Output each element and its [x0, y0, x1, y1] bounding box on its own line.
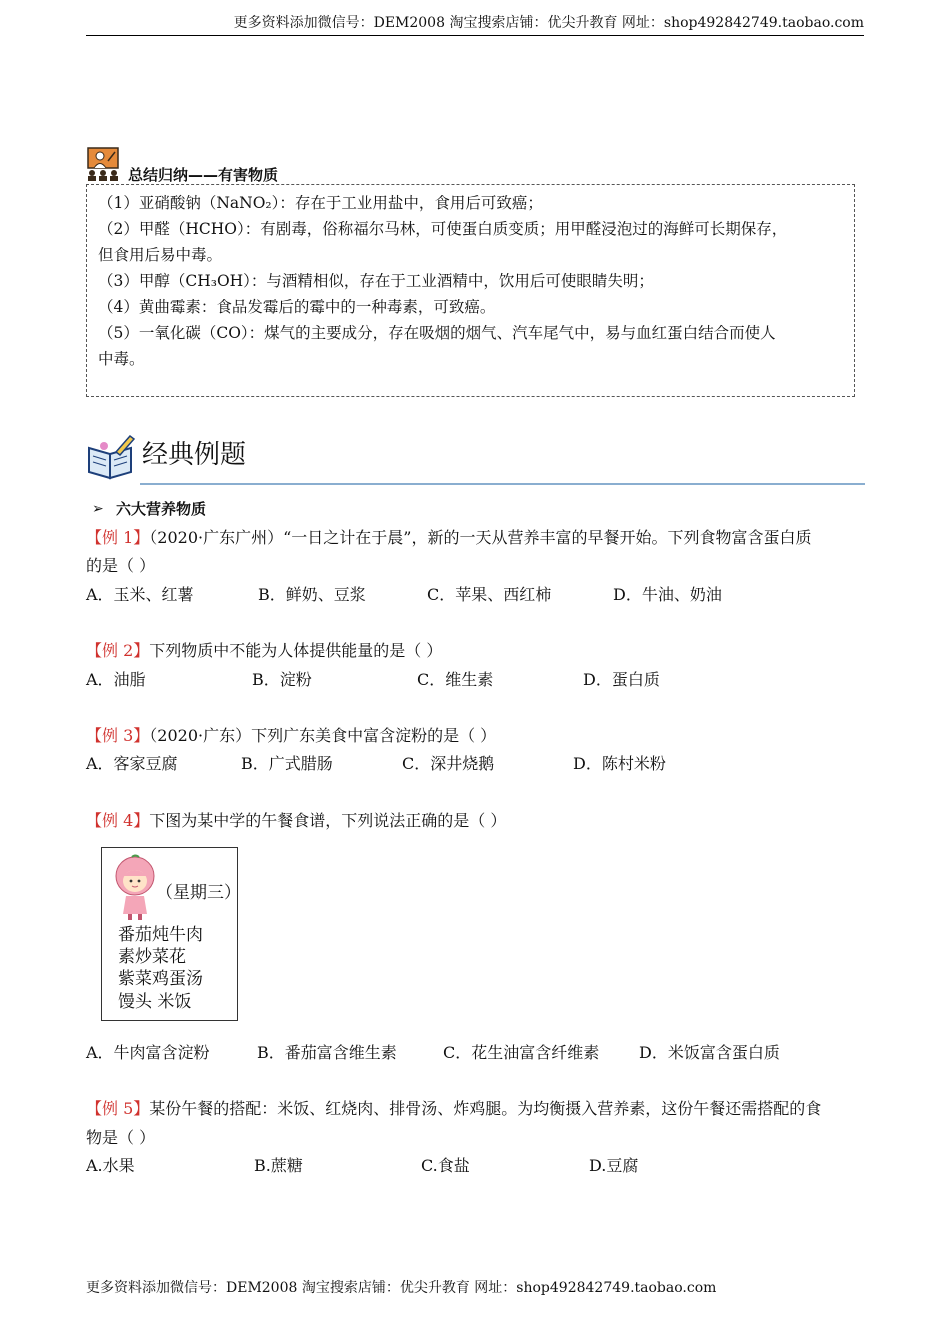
- option-d: D.豆腐: [589, 1156, 639, 1175]
- summary-line: （2）甲醛（HCHO）：有剧毒，俗称福尔马林，可使蛋白质变质；用甲醛浸泡过的海鲜可长期保存，: [98, 220, 788, 238]
- section-title: 经典例题: [142, 440, 247, 470]
- option-a: A.水果: [86, 1156, 135, 1175]
- example-1-stem-cont: 的是（ ）: [86, 556, 156, 575]
- menu-item: 馒头 米饭: [118, 992, 192, 1012]
- option-d: D．蛋白质: [583, 670, 660, 689]
- teacher-board-icon: [86, 147, 120, 181]
- option-b: B．番茄富含维生素: [257, 1043, 397, 1062]
- example-tag: 【例 1】: [86, 528, 150, 547]
- girl-mascot-icon: [112, 854, 158, 922]
- example-tag: 【例 3】: [86, 726, 150, 745]
- menu-item: 番茄炖牛肉: [118, 925, 203, 945]
- summary-line: 中毒。: [98, 350, 145, 368]
- summary-line: （5）一氧化碳（CO）：煤气的主要成分，存在吸烟的烟气、汽车尾气中，易与血红蛋白结合而使人: [98, 324, 776, 342]
- summary-title: 总结归纳——有害物质: [128, 166, 279, 184]
- option-a: A．牛肉富含淀粉: [86, 1043, 210, 1062]
- menu-item: 素炒菜花: [118, 947, 186, 967]
- option-d: D．陈村米粉: [573, 754, 666, 773]
- option-b: B．淀粉: [252, 670, 312, 689]
- menu-day: （星期三）: [156, 883, 241, 903]
- option-a: A．客家豆腐: [86, 754, 178, 773]
- option-c: C．苹果、西红柿: [427, 585, 552, 604]
- section-rule: [140, 483, 865, 485]
- example-5-stem: [86, 1095, 821, 1123]
- option-c: C．深井烧鹅: [402, 754, 495, 773]
- option-b: B．广式腊肠: [241, 754, 333, 773]
- example-text: 下列物质中不能为人体提供能量的是（ ）: [149, 641, 443, 660]
- option-c: C．维生素: [417, 670, 494, 689]
- subsection-title: 六大营养物质: [116, 500, 207, 518]
- example-tag: 【例 2】: [86, 641, 150, 660]
- summary-line: （4）黄曲霉素：食品发霉后的霉中的一种毒素，可致癌。: [98, 298, 496, 316]
- example-3-stem: [86, 722, 496, 750]
- example-1-stem: [86, 524, 811, 552]
- page-footer: 更多资料添加微信号：DEM2008 淘宝搜索店铺：优尖升教育 网址：shop492842749.taobao.com: [86, 1280, 717, 1296]
- option-a: A．油脂: [86, 670, 146, 689]
- option-c: C．花生油富含纤维素: [443, 1043, 600, 1062]
- example-2-stem: [86, 637, 442, 665]
- example-text: （2020·广东）下列广东美食中富含淀粉的是（ ）: [149, 726, 497, 745]
- example-text: 某份午餐的搭配：米饭、红烧肉、排骨汤、炸鸡腿。为均衡摄入营养素，这份午餐还需搭配的食: [149, 1099, 822, 1118]
- summary-line: （3）甲醇（CH₃OH）：与酒精相似，存在于工业酒精中，饮用后可使眼睛失明；: [98, 272, 654, 290]
- menu-item: 紫菜鸡蛋汤: [118, 969, 203, 989]
- summary-line: （1）亚硝酸钠（NaNO₂）：存在于工业用盐中，食用后可致癌；: [98, 194, 543, 212]
- option-d: D．米饭富含蛋白质: [639, 1043, 780, 1062]
- option-b: B.蔗糖: [254, 1156, 303, 1175]
- lunch-menu-figure: [101, 847, 241, 1021]
- example-text: （2020·广东广州）“一日之计在于晨”，新的一天从营养丰富的早餐开始。下列食物富含蛋白质: [149, 528, 812, 547]
- example-tag: 【例 5】: [86, 1099, 150, 1118]
- option-b: B．鲜奶、豆浆: [258, 585, 366, 604]
- option-a: A．玉米、红薯: [86, 585, 194, 604]
- example-text: 下图为某中学的午餐食谱，下列说法正确的是（ ）: [149, 811, 507, 830]
- page-header: 更多资料添加微信号：DEM2008 淘宝搜索店铺：优尖升教育 网址：shop492842749.taobao.com: [233, 15, 864, 31]
- example-5-stem-cont: 物是（ ）: [86, 1128, 156, 1147]
- option-d: D．牛油、奶油: [613, 585, 722, 604]
- option-c: C.食盐: [421, 1156, 470, 1175]
- summary-line: 但食用后易中毒。: [98, 246, 223, 264]
- header-rule: [86, 35, 864, 36]
- arrow-bullet-icon: ➢: [92, 501, 104, 517]
- open-book-icon: [86, 434, 136, 480]
- example-tag: 【例 4】: [86, 811, 150, 830]
- example-4-stem: [86, 807, 506, 835]
